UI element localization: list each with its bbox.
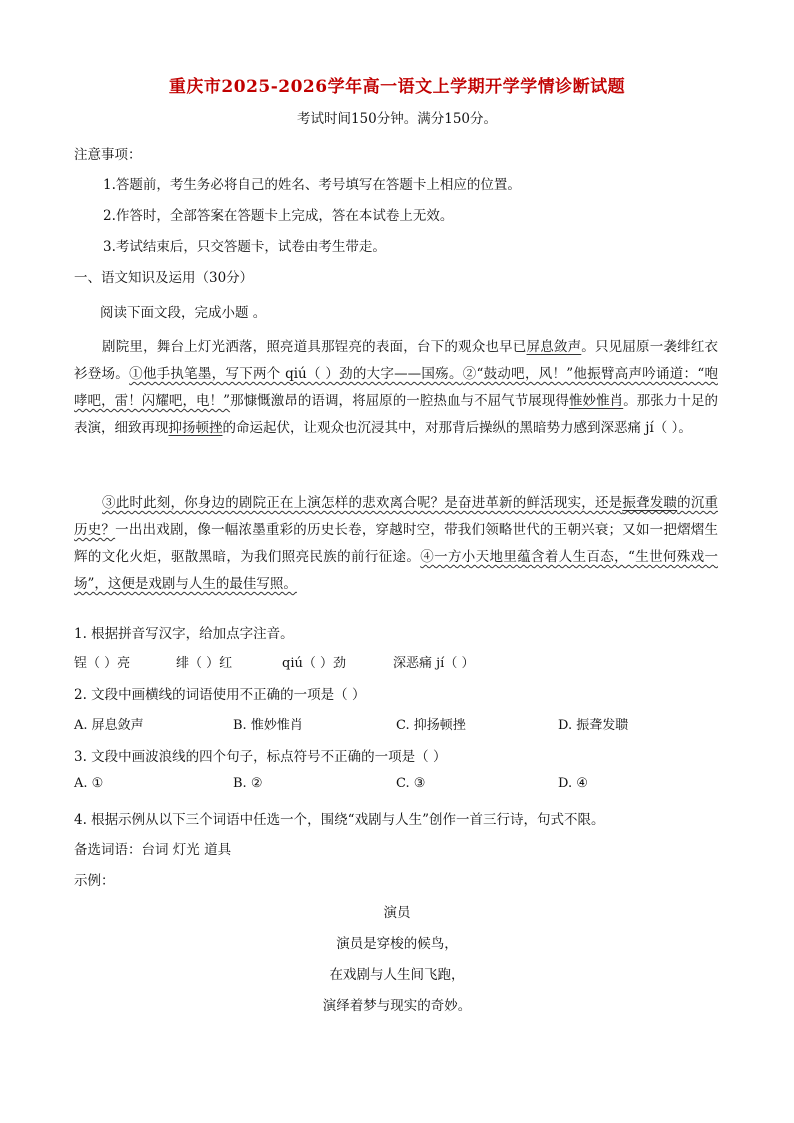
passage-text: 那慷慨激昂的语调，将屈原的一腔热血与不屈气节展现得: [230, 393, 569, 409]
passage-text: 的沉重历史？: [74, 495, 719, 538]
q1-item-3: qiú（ ）劲: [282, 656, 346, 671]
question-1-stem: 1. 根据拼音写汉字，给加点字注音。: [74, 626, 294, 642]
poem-line-1: 演员是穿梭的候鸟，: [336, 936, 458, 952]
underlined-phrase-1: 屏息敛声: [526, 339, 582, 355]
q1-item-2: 绯（ ）红: [176, 656, 233, 671]
passage-text: 剧院里，舞台上灯光洒落，照亮道具那锃亮的表面，台下的观众也早已: [102, 339, 527, 355]
q2-option-b: B. 惟妙惟肖: [233, 718, 303, 733]
wavy-sentence-4: ④一方小天地里蕴含着人生百态，“生世何殊戏一场”，这便是戏剧与人生的最佳写照。: [74, 549, 718, 592]
note-item-2: 2.作答时，全部答案在答题卡上完成，答在本试卷上无效。: [103, 208, 454, 224]
q4-candidate-words: 备选词语：台词 灯光 道具: [74, 842, 232, 858]
poem-title: 演员: [383, 905, 411, 921]
exam-subtitle: 考试时间150分钟。满分150分。: [296, 111, 498, 127]
passage-text: ③此时此刻，你身边的剧院正在上演怎样的悲欢离合呢？是奋进革新的鲜活现实，还是: [102, 495, 623, 511]
q2-option-a: A. 屏息敛声: [74, 718, 144, 733]
question-4-stem: 4. 根据示例从以下三个词语中任选一个，围绕“戏剧与人生”创作一首三行诗，句式不限。: [74, 812, 605, 828]
passage-paragraph-2: [74, 490, 718, 598]
q2-option-c: C. 抑扬顿挫: [396, 718, 466, 733]
section-instruction: 阅读下面文段，完成小题 。: [100, 305, 267, 321]
q1-item-1: 锃（ ）亮: [74, 656, 131, 671]
note-item-1: 1.答题前，考生务必将自己的姓名、考号填写在答题卡上相应的位置。: [103, 177, 521, 193]
q2-option-d: D. 振聋发聩: [558, 718, 629, 733]
underlined-phrase-3: 抑扬顿挫: [168, 420, 223, 436]
underlined-phrase-2: 惟妙惟肖: [568, 393, 624, 409]
q3-option-d: D. ④: [558, 776, 588, 791]
exam-title: 重庆市2025-2026学年高一语文上学期开学学情诊断试题: [168, 77, 626, 97]
wavy-sentence-2: ②“鼓动吧，风！”他振臂高声吟诵道：“咆哮吧，雷！闪耀吧，电！”: [74, 366, 718, 409]
poem-line-3: 演绎着梦与现实的奇妙。: [322, 998, 472, 1014]
passage-paragraph-1: [74, 334, 718, 442]
poem-line-2: 在戏剧与人生间飞跑，: [329, 967, 465, 983]
passage-text: 的命运起伏，让观众也沉浸其中，对那背后操纵的黑暗势力感到深恶痛 jí（ ）。: [222, 420, 692, 436]
q3-option-c: C. ③: [396, 776, 426, 791]
question-3-stem: 3. 文段中画波浪线的四个句子，标点符号不正确的一项是（ ）: [74, 749, 447, 765]
notes-heading: 注意事项：: [74, 147, 142, 163]
question-2-stem: 2. 文段中画横线的词语使用不正确的一项是（ ）: [74, 687, 366, 703]
passage-text: 一出出戏剧，像一幅浓墨重彩的历史长卷，穿越时空，带我们领略世代的王朝兴衰；又如一把熠熠生辉的文化火炬，驱散黑暗，为我们照亮民族的前行征途。: [74, 522, 719, 565]
q3-option-b: B. ②: [233, 776, 263, 791]
q1-item-4: 深恶痛 jí（ ）: [393, 656, 475, 671]
passage-text: 。只见屈原一袭绯红衣衫登场。: [74, 339, 719, 382]
q4-example-label: 示例：: [74, 873, 115, 889]
wavy-sentence-1: ①他手执笔墨，写下两个 qiú（ ）劲的大字——国殇。: [129, 366, 463, 382]
note-item-3: 3.考试结束后，只交答题卡，试卷由考生带走。: [103, 239, 386, 255]
underlined-phrase-4: 振聋发聩: [622, 495, 678, 511]
section-heading: 一、语文知识及运用（30分）: [74, 270, 254, 286]
passage-text: 。那张力十足的表演，细致再现: [74, 393, 719, 436]
q3-option-a: A. ①: [74, 776, 104, 791]
